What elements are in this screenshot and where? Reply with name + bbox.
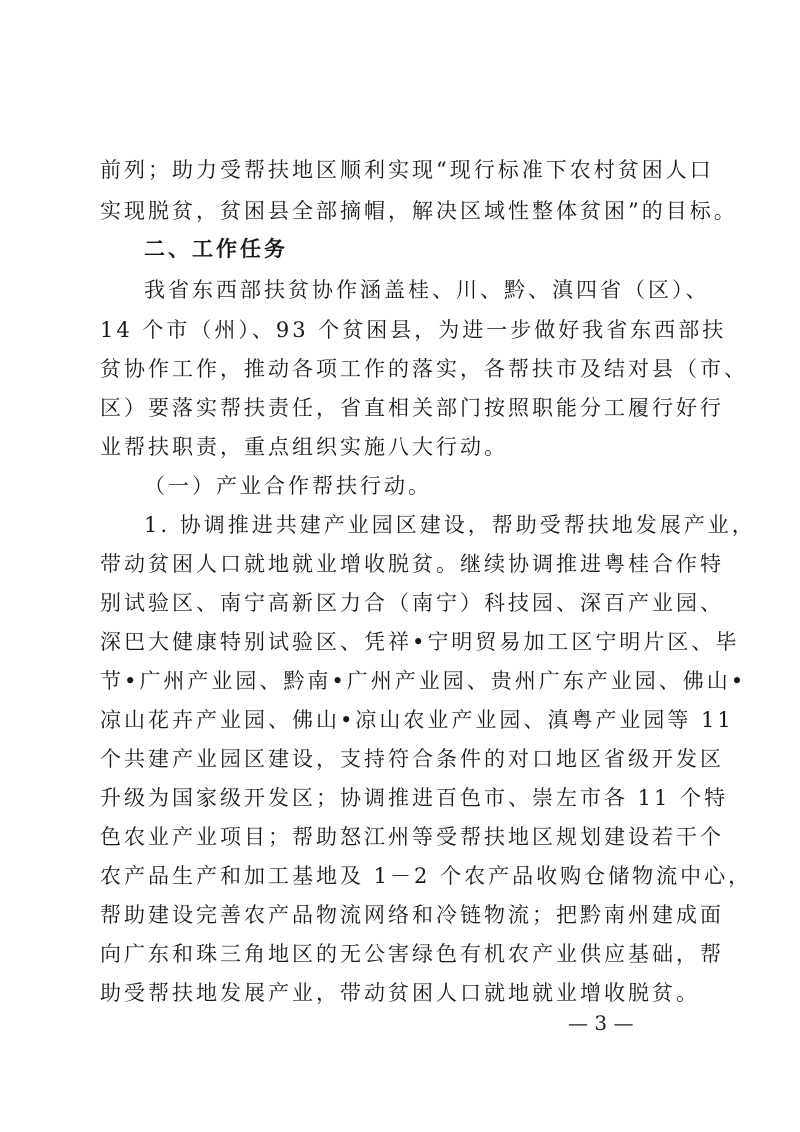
body-line: 14 个市（州）、93 个贫困县，为进一步做好我省东西部扶 (100, 318, 727, 342)
body-line: 前列；助力受帮扶地区顺利实现“现行标准下农村贫困人口 (100, 158, 714, 182)
page-number: — 3 — (568, 1011, 634, 1035)
body-line: 贫协作工作，推动各项工作的落实，各帮扶市及结对县（市、 (100, 357, 748, 381)
body-line: 区）要落实帮扶责任，省直相关部门按照职能分工履行好行 (100, 396, 724, 420)
body-line: 向广东和珠三角地区的无公害绿色有机农产业供应基础，帮 (100, 942, 724, 966)
body-line: 个共建产业园区建设，支持符合条件的对口地区省级开发区 (100, 747, 724, 771)
section-heading: 二、工作任务 (144, 237, 288, 261)
body-line: 节•广州产业园、黔南•广州产业园、贵州广东产业园、佛山• (100, 669, 747, 693)
body-line: 带动贫困人口就地就业增收脱贫。继续协调推进粤桂合作特 (100, 552, 724, 576)
body-line: 实现脱贫，贫困县全部摘帽，解决区域性整体贫困”的目标。 (100, 199, 738, 223)
body-line: 升级为国家级开发区；协调推进百色市、崇左市各 11 个特 (100, 786, 729, 810)
body-line: 业帮扶职责，重点组织实施八大行动。 (100, 435, 508, 459)
body-line: 别试验区、南宁高新区力合（南宁）科技园、深百产业园、 (100, 591, 724, 615)
body-line: 农产品生产和加工基地及 1－2 个农产品收购仓储物流中心， (100, 864, 753, 888)
body-line: 凉山花卉产业园、佛山•凉山农业产业园、滇粤产业园等 11 (100, 708, 734, 732)
body-line: 色农业产业项目；帮助怒江州等受帮扶地区规划建设若干个 (100, 825, 724, 849)
body-line: 深巴大健康特别试验区、凭祥•宁明贸易加工区宁明片区、毕 (100, 630, 740, 654)
body-line: 我省东西部扶贫协作涵盖桂、川、黔、滇四省（区）、 (144, 278, 710, 302)
subsection-heading: （一）产业合作帮扶行动。 (144, 474, 432, 498)
body-line: 助受帮扶地发展产业，带动贫困人口就地就业增收脱贫。 (100, 981, 700, 1005)
body-line: 帮助建设完善农产品物流网络和冷链物流；把黔南州建成面 (100, 903, 724, 927)
body-line: 1. 协调推进共建产业园区建设，帮助受帮扶地发展产业， (144, 513, 756, 537)
